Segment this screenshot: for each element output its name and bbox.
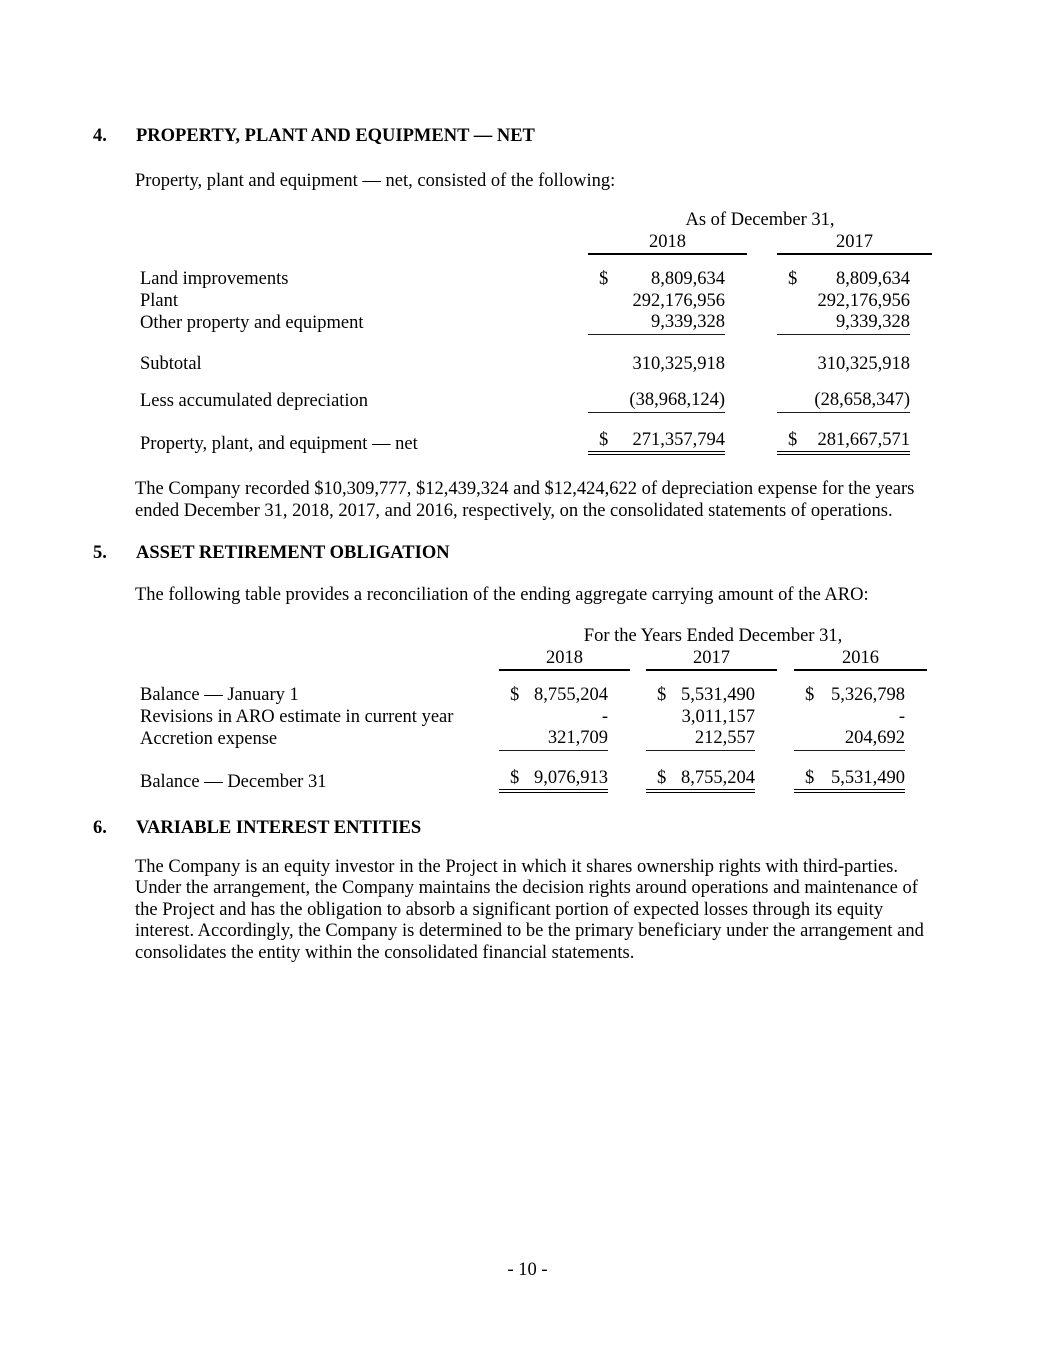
amount-2017: (28,658,347) <box>814 390 910 410</box>
amount-2018: 8,755,204 <box>534 685 608 705</box>
row-label-subtotal: Subtotal <box>140 353 202 374</box>
amount-2017: 8,809,634 <box>836 269 910 289</box>
section-6-number: 6. <box>93 818 107 838</box>
amount-2017: 9,339,328 <box>836 312 910 332</box>
section-5-intro: The following table provides a reconciliation of the ending aggregate carrying amount of the ARO: <box>135 584 869 605</box>
aro-table <box>140 626 927 793</box>
amount-2017: 310,325,918 <box>817 353 910 374</box>
table-spanner-row <box>140 210 932 232</box>
section-4-number: 4. <box>93 126 107 146</box>
paragraph-line: consolidates the entity within the consolidated financial statements. <box>135 942 635 963</box>
year-column-header-2016: 2016 <box>794 648 927 671</box>
currency-symbol: $ <box>599 269 609 289</box>
vie-paragraph <box>135 857 973 965</box>
page-number: - 10 - <box>507 1260 548 1280</box>
table-row <box>140 430 932 456</box>
currency-symbol: $ <box>657 767 667 788</box>
amount-2018: 9,076,913 <box>534 767 608 788</box>
amount-2016: - <box>898 706 905 727</box>
amount-2017: 292,176,956 <box>817 290 910 311</box>
paragraph-line: The Company recorded $10,309,777, $12,439,324 and $12,424,622 of depreciation expense for the years <box>135 479 915 499</box>
table-row <box>140 269 932 291</box>
row-label-total: Balance — December 31 <box>140 771 327 792</box>
currency-symbol: $ <box>805 767 815 788</box>
amount-2018: 8,809,634 <box>651 269 725 289</box>
currency-symbol: $ <box>788 269 798 289</box>
table-row <box>140 707 927 729</box>
year-column-header-2017: 2017 <box>777 232 932 255</box>
year-column-header-2017: 2017 <box>646 648 777 671</box>
row-label: Other property and equipment <box>140 313 364 333</box>
currency-symbol: $ <box>657 685 667 705</box>
table-row <box>140 354 932 376</box>
paragraph-line: the Project and has the obligation to absorb a significant portion of expected losses through its equity <box>135 899 884 920</box>
table-row <box>140 291 932 313</box>
ppe-table <box>140 210 932 455</box>
amount-2017: 5,531,490 <box>681 685 755 705</box>
depreciation-note-paragraph <box>135 479 973 522</box>
table-row <box>140 390 932 413</box>
row-label: Less accumulated depreciation <box>140 391 369 411</box>
currency-symbol: $ <box>510 685 520 705</box>
year-column-header-2018: 2018 <box>588 232 747 255</box>
table-row <box>140 728 927 751</box>
spanner-header: As of December 31, <box>685 210 835 230</box>
row-label: Balance — January 1 <box>140 685 299 705</box>
year-column-header-2018: 2018 <box>499 648 630 671</box>
row-label: Revisions in ARO estimate in current year <box>140 706 454 727</box>
section-5-title: ASSET RETIREMENT OBLIGATION <box>136 543 450 563</box>
amount-2016: 5,531,490 <box>831 767 905 788</box>
table-spanner-row <box>140 626 927 648</box>
paragraph-line: interest. Accordingly, the Company is determined to be the primary beneficiary under the arrangement and <box>135 921 924 941</box>
row-label: Land improvements <box>140 269 289 289</box>
amount-2018: 271,357,794 <box>632 429 725 450</box>
section-4-intro: Property, plant and equipment — net, consisted of the following: <box>135 170 616 191</box>
section-5-number: 5. <box>93 543 107 563</box>
currency-symbol: $ <box>510 767 520 788</box>
amount-2018: 292,176,956 <box>632 290 725 311</box>
amount-2018: - <box>601 706 608 727</box>
table-year-header-row <box>140 232 932 255</box>
section-5-heading <box>0 543 1055 565</box>
amount-2018: 310,325,918 <box>632 353 725 374</box>
table-year-header-row <box>140 648 927 671</box>
table-row <box>140 685 927 707</box>
paragraph-line: ended December 31, 2018, 2017, and 2016, respectively, on the consolidated statements of operations. <box>135 500 893 521</box>
amount-2018: 9,339,328 <box>651 312 725 332</box>
amount-2017: 212,557 <box>694 728 755 748</box>
amount-2017: 3,011,157 <box>681 706 755 727</box>
paragraph-line: The Company is an equity investor in the Project in which it shares ownership rights with third-parties. <box>135 856 898 877</box>
spanner-header: For the Years Ended December 31, <box>583 626 843 646</box>
amount-2016: 204,692 <box>844 728 905 748</box>
currency-symbol: $ <box>788 429 798 450</box>
amount-2016: 5,326,798 <box>831 685 905 705</box>
amount-2017: 8,755,204 <box>681 767 755 788</box>
table-row <box>140 768 927 794</box>
amount-2017: 281,667,571 <box>817 429 910 450</box>
section-6-title: VARIABLE INTEREST ENTITIES <box>136 818 422 838</box>
currency-symbol: $ <box>805 685 815 705</box>
amount-2018: 321,709 <box>547 728 608 748</box>
section-6-heading <box>0 818 1055 840</box>
section-4-title: PROPERTY, PLANT AND EQUIPMENT — NET <box>136 126 535 146</box>
section-4-heading <box>0 126 1055 148</box>
row-label: Plant <box>140 290 179 311</box>
paragraph-line: Under the arrangement, the Company maintains the decision rights around operations and maintenance of <box>135 878 918 898</box>
row-label-total: Property, plant, and equipment — net <box>140 433 418 454</box>
table-row <box>140 312 932 335</box>
amount-2018: (38,968,124) <box>629 390 725 410</box>
row-label: Accretion expense <box>140 729 278 749</box>
currency-symbol: $ <box>599 429 609 450</box>
